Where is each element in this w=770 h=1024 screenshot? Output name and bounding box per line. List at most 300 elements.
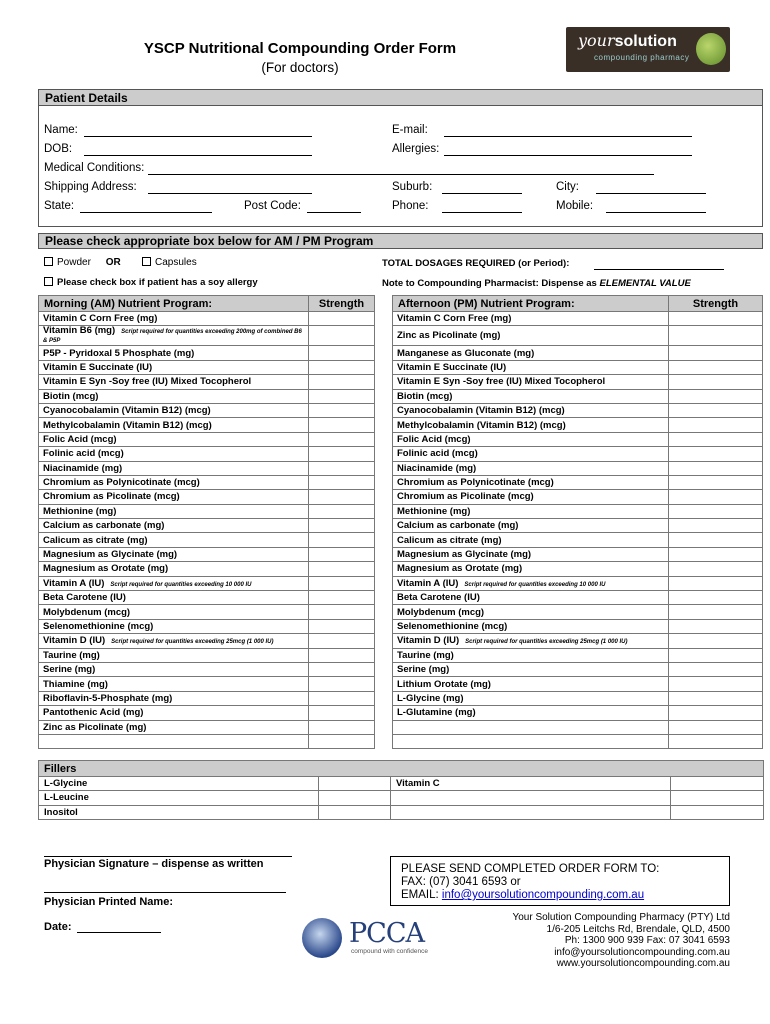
am-item [39,418,309,432]
phone-field[interactable] [442,212,522,213]
nutrient-label: Taurine (mg) [397,649,454,661]
am-item [39,447,309,461]
gap [375,662,393,676]
am-strength-input[interactable] [309,312,375,326]
send-email: EMAIL: info@yoursolutioncompounding.com.au [401,889,645,901]
nutrient-row [39,720,763,734]
pm-strength-input[interactable] [669,576,763,590]
am-item [39,490,309,504]
pm-item [393,461,669,475]
am-item [39,403,309,417]
am-item [39,389,309,403]
pm-item [393,720,669,734]
filler-item [391,791,671,805]
pm-strength-input[interactable] [669,519,763,533]
email-link[interactable]: info@yoursolutioncompounding.com.au [441,889,645,901]
filler-strength-input[interactable] [671,791,764,805]
pm-strength-input[interactable] [669,648,763,662]
am-item [39,691,309,705]
gap [375,490,393,504]
nutrient-label: Riboflavin-5-Phosphate (mg) [43,692,173,704]
patient-details-heading: Patient Details [39,90,762,106]
pm-strength-input[interactable] [669,403,763,417]
am-strength-input[interactable] [309,677,375,691]
nutrient-label: Vitamin E Succinate (IU) [43,361,153,373]
nutrient-row [39,677,763,691]
pm-program-header: Afternoon (PM) Nutrient Program: [393,296,669,312]
logo-wordmark: yoursolution [578,31,677,50]
pm-strength-input[interactable] [669,562,763,576]
script-note: Script required for quantities exceeding 200mg of combined B6 & P5P [43,328,302,344]
am-item [39,475,309,489]
nutrient-label: Taurine (mg) [43,649,100,661]
am-item [39,662,309,676]
am-item [39,360,309,374]
pm-strength-input[interactable] [669,389,763,403]
nutrient-label: Niacinamide (mg) [43,462,123,474]
total-dosages-field[interactable] [594,269,724,270]
gap [375,734,393,748]
am-strength-input[interactable] [309,605,375,619]
pm-item [393,418,669,432]
gap [375,375,393,389]
nutrient-label: Chromium as Polynicotinate (mcg) [397,477,554,489]
fillers-heading: Fillers [39,761,764,777]
gap [375,619,393,633]
pm-item [393,648,669,662]
am-strength-input[interactable] [309,490,375,504]
pm-item [393,447,669,461]
pm-item [393,691,669,705]
gap [375,519,393,533]
nutrient-row [39,547,763,561]
pm-strength-input[interactable] [669,662,763,676]
pm-item [393,475,669,489]
pm-strength-input[interactable] [669,326,763,346]
date-field[interactable] [77,932,161,933]
am-strength-input[interactable] [309,375,375,389]
nutrient-label: Magnesium as Orotate (mg) [43,563,169,575]
pm-strength-input[interactable] [669,706,763,720]
pm-strength-input[interactable] [669,619,763,633]
pm-strength-input[interactable] [669,504,763,518]
filler-item: L-Glycine [39,777,319,791]
pm-strength-input[interactable] [669,634,763,648]
capsules-option[interactable]: Capsules [142,257,197,268]
signature-label: Physician Signature – dispense as written [44,858,264,870]
script-note: Script required for quantities exceeding 10 000 IU [110,581,252,588]
pm-item [393,490,669,504]
leaf-icon [696,33,726,65]
nutrient-label: L-Glutamine (mg) [397,707,476,719]
send-fax: FAX: (07) 3041 6593 or [401,876,521,888]
gap [375,432,393,446]
gap [375,562,393,576]
pm-item [393,547,669,561]
pm-strength-input[interactable] [669,533,763,547]
email-label: E-mail: [392,124,428,136]
am-item [39,519,309,533]
pm-item [393,504,669,518]
gap [375,504,393,518]
am-item [39,720,309,734]
am-strength-input[interactable] [309,734,375,748]
nutrient-row [39,504,763,518]
pm-item [393,403,669,417]
pm-strength-input[interactable] [669,720,763,734]
allergies-label: Allergies: [392,143,440,155]
nutrient-row [39,461,763,475]
nutrient-label: Serine (mg) [397,664,450,676]
nutrient-row [39,432,763,446]
am-strength-header: Strength [309,296,375,312]
am-strength-input[interactable] [309,447,375,461]
nutrient-row [39,634,763,648]
gap [375,591,393,605]
filler-strength-input[interactable] [671,777,764,791]
phone-label: Phone: [392,200,429,212]
powder-checkbox[interactable] [44,257,53,266]
nutrient-label: Vitamin C Corn Free (mg) [397,313,512,325]
total-dosages-label: TOTAL DOSAGES REQUIRED (or Period): [382,258,570,269]
gap [375,706,393,720]
nutrient-row [39,490,763,504]
am-strength-input[interactable] [309,562,375,576]
date-label: Date: [44,921,72,933]
am-strength-input[interactable] [309,403,375,417]
pm-item [393,346,669,360]
nutrient-row [39,648,763,662]
am-strength-input[interactable] [309,706,375,720]
am-item [39,547,309,561]
nutrient-row [39,591,763,605]
am-strength-input[interactable] [309,662,375,676]
am-item [39,734,309,748]
nutrient-label: Biotin (mcg) [43,390,99,402]
am-strength-input[interactable] [309,418,375,432]
nutrient-row [39,360,763,374]
pm-strength-input[interactable] [669,461,763,475]
am-strength-input[interactable] [309,360,375,374]
am-strength-input[interactable] [309,519,375,533]
pm-item [393,562,669,576]
nutrient-label: Vitamin D (IU) [43,635,106,647]
nutrient-label: Chromium as Polynicotinate (mcg) [43,477,200,489]
nutrient-label: Beta Carotene (IU) [397,592,480,604]
filler-item [391,805,671,819]
email-field[interactable] [444,136,692,137]
nutrient-label: Magnesium as Glycinate (mg) [43,549,178,561]
am-item [39,504,309,518]
shipping-address-field[interactable] [148,193,312,194]
am-item [39,576,309,590]
gap [375,576,393,590]
nutrient-row [39,447,763,461]
allergies-field[interactable] [444,155,692,156]
nutrient-label: Vitamin E Syn -Soy free (IU) Mixed Tocopherol [43,376,252,388]
am-item [39,326,309,346]
am-strength-input[interactable] [309,547,375,561]
nutrient-label: Methionine (mg) [43,505,117,517]
am-strength-input[interactable] [309,346,375,360]
am-strength-input[interactable] [309,720,375,734]
am-strength-input[interactable] [309,326,375,346]
nutrient-label: Cyanocobalamin (Vitamin B12) (mcg) [397,405,565,417]
nutrient-label: Folinic acid (mcg) [43,448,124,460]
state-field[interactable] [80,212,212,213]
nutrient-row [39,312,763,326]
nutrient-label: Vitamin B6 (mg) [43,325,116,336]
script-note: Script required for quantities exceeding 25mcg (1 000 IU) [465,639,628,646]
nutrient-label: Molybdenum (mcg) [397,606,485,618]
mobile-label: Mobile: [556,200,594,212]
filler-strength-input[interactable] [319,805,391,819]
mobile-field[interactable] [606,212,706,213]
city-field[interactable] [596,193,706,194]
am-item [39,619,309,633]
name-field[interactable] [84,136,312,137]
filler-strength-input[interactable] [319,777,391,791]
pm-strength-input[interactable] [669,547,763,561]
pm-item [393,706,669,720]
gap [375,346,393,360]
pm-strength-input[interactable] [669,447,763,461]
nutrient-label: Chromium as Picolinate (mcg) [43,491,180,503]
pm-item [393,662,669,676]
fillers-table [38,760,764,820]
gap [375,533,393,547]
nutrient-label: Selenomethionine (mcg) [43,621,154,632]
nutrient-label: Thiamine (mg) [43,678,108,690]
nutrient-label: Calcium as carbonate (mg) [43,520,165,532]
gap [375,475,393,489]
gap [375,720,393,734]
company-phone-fax: Ph: 1300 900 939 Fax: 07 3041 6593 [564,935,730,946]
script-note: Script required for quantities exceeding 10 000 IU [464,581,606,588]
postcode-label: Post Code: [244,200,301,212]
nutrient-label: Manganese as Gluconate (mg) [397,347,535,359]
am-strength-input[interactable] [309,432,375,446]
pm-strength-input[interactable] [669,418,763,432]
form-subtitle: (For doctors) [261,60,339,75]
nutrient-row [39,346,763,360]
pm-strength-input[interactable] [669,677,763,691]
filler-item: L-Leucine [39,791,319,805]
printed-name-field[interactable] [44,892,286,893]
nutrient-label: Calcium as carbonate (mg) [397,520,519,532]
nutrient-row [39,326,763,346]
nutrient-label: Methylcobalamin (Vitamin B12) (mcg) [43,419,212,431]
am-item [39,461,309,475]
capsules-checkbox[interactable] [142,257,151,266]
am-item [39,634,309,648]
am-item [39,562,309,576]
nutrient-row [39,475,763,489]
am-item [39,591,309,605]
nutrient-label: Vitamin E Succinate (IU) [397,361,507,373]
nutrient-row [39,533,763,547]
filler-row [39,805,764,819]
nutrient-row [39,605,763,619]
form-title: YSCP Nutritional Compounding Order Form [143,40,457,57]
pharmacist-note: Note to Compounding Pharmacist: Dispense as ELEMENTAL VALUE [382,278,691,289]
pm-item [393,389,669,403]
nutrient-label: Folic Acid (mcg) [43,433,117,445]
pm-item [393,734,669,748]
suburb-label: Suburb: [392,181,433,193]
nutrient-label: Methylcobalamin (Vitamin B12) (mcg) [397,419,566,431]
nutrient-label: Vitamin A (IU) [397,577,459,589]
pm-strength-input[interactable] [669,605,763,619]
suburb-field[interactable] [442,193,522,194]
dob-label: DOB: [44,143,73,155]
send-title: PLEASE SEND COMPLETED ORDER FORM TO: [401,863,660,875]
script-note: Script required for quantities exceeding 25mcg (1 000 IU) [111,639,274,646]
nutrient-row [39,375,763,389]
soy-allergy-checkbox[interactable] [44,277,53,286]
nutrient-row [39,734,763,748]
shipping-address-label: Shipping Address: [44,181,137,193]
nutrient-row [39,418,763,432]
gap [375,461,393,475]
pm-strength-input[interactable] [669,691,763,705]
filler-strength-input[interactable] [671,805,764,819]
nutrient-label: Niacinamide (mg) [397,462,477,474]
nutrient-label: Chromium as Picolinate (mcg) [397,491,534,503]
nutrient-row [39,403,763,417]
nutrient-label: Vitamin C Corn Free (mg) [43,313,158,325]
send-order-box [390,856,730,906]
am-strength-input[interactable] [309,533,375,547]
dob-field[interactable] [84,155,312,156]
filler-item: Inositol [39,805,319,819]
nutrient-program-table [38,295,763,749]
pm-strength-input[interactable] [669,432,763,446]
nutrient-label: Folinic acid (mcg) [397,448,478,460]
nutrient-label: Zinc as Picolinate (mg) [397,330,501,342]
powder-option[interactable]: Powder OR [44,257,121,268]
gap [375,648,393,662]
pcca-tagline: compound with confidence [351,948,428,955]
company-email: info@yoursolutioncompounding.com.au [554,946,730,958]
am-strength-input[interactable] [309,576,375,590]
am-strength-input[interactable] [309,648,375,662]
pm-strength-input[interactable] [669,375,763,389]
printed-name-label: Physician Printed Name: [44,896,173,908]
medical-conditions-field[interactable] [148,174,654,175]
nutrient-row [39,389,763,403]
nutrient-label: Lithium Orotate (mg) [397,678,491,690]
am-program-header: Morning (AM) Nutrient Program: [39,296,309,312]
nutrient-label: L-Glycine (mg) [397,692,464,704]
signature-field[interactable] [44,856,292,857]
nutrient-label: Vitamin E Syn -Soy free (IU) Mixed Tocopherol [397,376,606,388]
am-item [39,533,309,547]
pm-item [393,591,669,605]
pm-item [393,533,669,547]
pm-strength-input[interactable] [669,475,763,489]
logo-tagline: compounding pharmacy [594,53,690,62]
nutrient-row [39,576,763,590]
program-heading: Please check appropriate box below for AM / PM Program [38,233,763,249]
company-address: 1/6-205 Leitchs Rd, Brendale, QLD, 4500 [546,923,730,935]
pm-item [393,432,669,446]
name-label: Name: [44,124,78,136]
pm-item [393,360,669,374]
nutrient-label: Biotin (mcg) [397,390,453,402]
pm-item [393,326,669,346]
am-strength-input[interactable] [309,691,375,705]
nutrient-row [39,519,763,533]
pm-item [393,677,669,691]
postcode-field[interactable] [307,212,361,213]
nutrient-row [39,662,763,676]
am-strength-input[interactable] [309,389,375,403]
pm-strength-input[interactable] [669,312,763,326]
nutrient-label: Zinc as Picolinate (mg) [43,721,147,733]
nutrient-label: Pantothenic Acid (mg) [43,707,144,719]
gap [375,326,393,346]
nutrient-label: Serine (mg) [43,664,96,676]
nutrient-label: Selenomethionine (mcg) [397,621,508,632]
pm-strength-header: Strength [669,296,763,312]
gap [375,547,393,561]
filler-strength-input[interactable] [319,791,391,805]
nutrient-label: Calicum as citrate (mg) [43,534,148,546]
nutrient-row [39,619,763,633]
nutrient-label: Vitamin A (IU) [43,577,105,589]
pm-strength-input[interactable] [669,591,763,605]
pm-strength-input[interactable] [669,346,763,360]
gap [375,418,393,432]
nutrient-label: P5P - Pyridoxal 5 Phosphate (mg) [43,347,195,359]
soy-allergy-option[interactable]: Please check box if patient has a soy allergy [44,277,258,288]
gap [375,634,393,648]
am-item [39,375,309,389]
am-item [39,706,309,720]
nutrient-row [39,706,763,720]
pm-strength-input[interactable] [669,490,763,504]
am-item [39,312,309,326]
am-strength-input[interactable] [309,475,375,489]
am-strength-input[interactable] [309,619,375,633]
nutrient-label: Calicum as citrate (mg) [397,534,502,546]
nutrient-row [39,691,763,705]
nutrient-label: Magnesium as Glycinate (mg) [397,549,532,561]
nutrient-row [39,562,763,576]
medical-conditions-label: Medical Conditions: [44,162,145,174]
am-strength-input[interactable] [309,461,375,475]
am-item [39,432,309,446]
am-strength-input[interactable] [309,634,375,648]
am-item [39,605,309,619]
pm-strength-input[interactable] [669,360,763,374]
nutrient-label: Cyanocobalamin (Vitamin B12) (mcg) [43,405,211,417]
gap [375,605,393,619]
am-strength-input[interactable] [309,504,375,518]
pm-item [393,576,669,590]
pm-strength-input[interactable] [669,734,763,748]
city-label: City: [556,181,579,193]
pcca-logo-text: PCCA [349,918,424,949]
pm-item [393,605,669,619]
nutrient-label: Beta Carotene (IU) [43,592,126,604]
gap [375,447,393,461]
state-label: State: [44,200,75,212]
am-strength-input[interactable] [309,591,375,605]
pm-item [393,375,669,389]
gap [375,360,393,374]
